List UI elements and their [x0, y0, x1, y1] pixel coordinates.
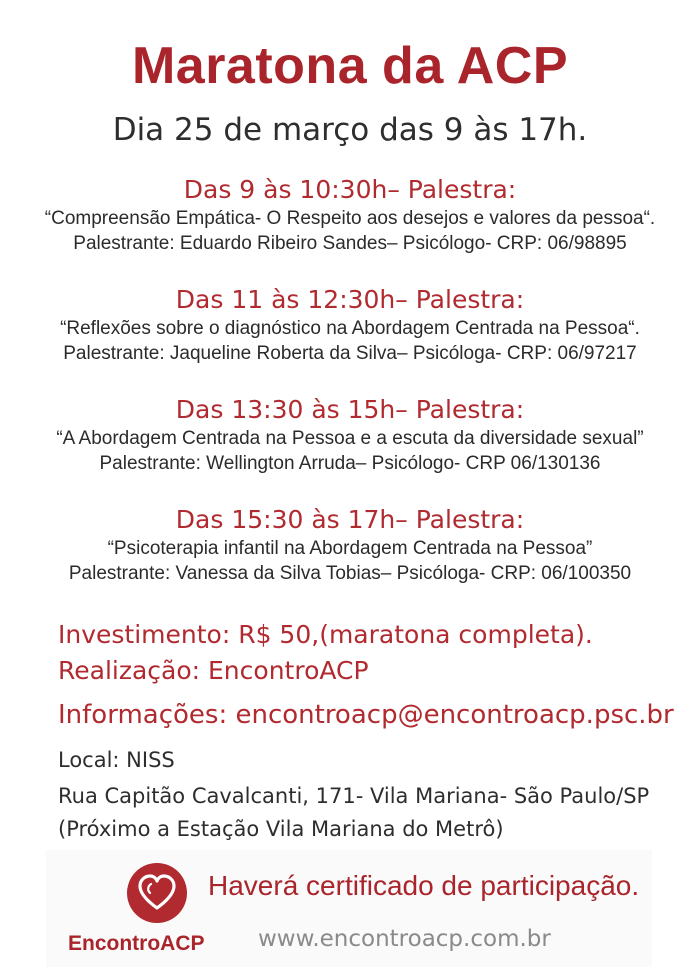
session-block	[0, 394, 700, 476]
session-block	[0, 284, 700, 366]
location-name: Local: NISS	[58, 748, 175, 772]
information-text: Informações: encontroacp@encontroacp.psc.br	[58, 700, 674, 730]
brand-logo-prefix: Encontro	[68, 932, 161, 955]
brand-logo-text	[68, 932, 205, 956]
session-talk: “Reflexões sobre o diagnóstico na Abordagem Centrada na Pessoa“.	[60, 318, 640, 339]
session-time: Das 15:30 às 17h– Palestra:	[175, 505, 525, 534]
brand-logo-suffix: ACP	[160, 932, 205, 955]
session-block	[0, 174, 700, 256]
session-speaker: Palestrante: Eduardo Ribeiro Sandes– Psicólogo- CRP: 06/98895	[73, 233, 627, 254]
certificate-notice: Haverá certificado de participação.	[208, 870, 640, 901]
heart-circle-icon	[126, 862, 188, 924]
session-talk: “Psicoterapia infantil na Abordagem Centrada na Pessoa”	[107, 538, 593, 559]
session-speaker: Palestrante: Jaqueline Roberta da Silva– Psicóloga- CRP: 06/97217	[63, 343, 637, 364]
session-speaker: Palestrante: Wellington Arruda– Psicólogo- CRP 06/130136	[99, 453, 601, 474]
session-block	[0, 504, 700, 586]
location-address: Rua Capitão Cavalcanti, 171- Vila Mariana- São Paulo/SP	[58, 784, 650, 808]
session-talk: “A Abordagem Centrada na Pessoa e a escuta da diversidade sexual”	[56, 428, 644, 449]
session-time: Das 13:30 às 15h– Palestra:	[175, 395, 525, 424]
investment-text: Investimento: R$ 50,(maratona completa).	[58, 620, 593, 649]
session-speaker: Palestrante: Vanessa da Silva Tobias– Psicóloga- CRP: 06/100350	[68, 563, 632, 584]
website-link[interactable]: www.encontroacp.com.br	[258, 926, 551, 952]
session-talk: “Compreensão Empática- O Respeito aos desejos e valores da pessoa“.	[44, 208, 656, 229]
session-time: Das 9 às 10:30h– Palestra:	[183, 175, 517, 204]
realization-text: Realização: EncontroACP	[58, 656, 369, 685]
event-date: Dia 25 de março das 9 às 17h.	[112, 112, 588, 148]
footer-banner	[46, 850, 652, 967]
location-note: (Próximo a Estação Vila Mariana do Metrô)	[58, 817, 504, 841]
session-time: Das 11 às 12:30h– Palestra:	[175, 285, 525, 314]
page-title: Maratona da ACP	[131, 37, 569, 95]
